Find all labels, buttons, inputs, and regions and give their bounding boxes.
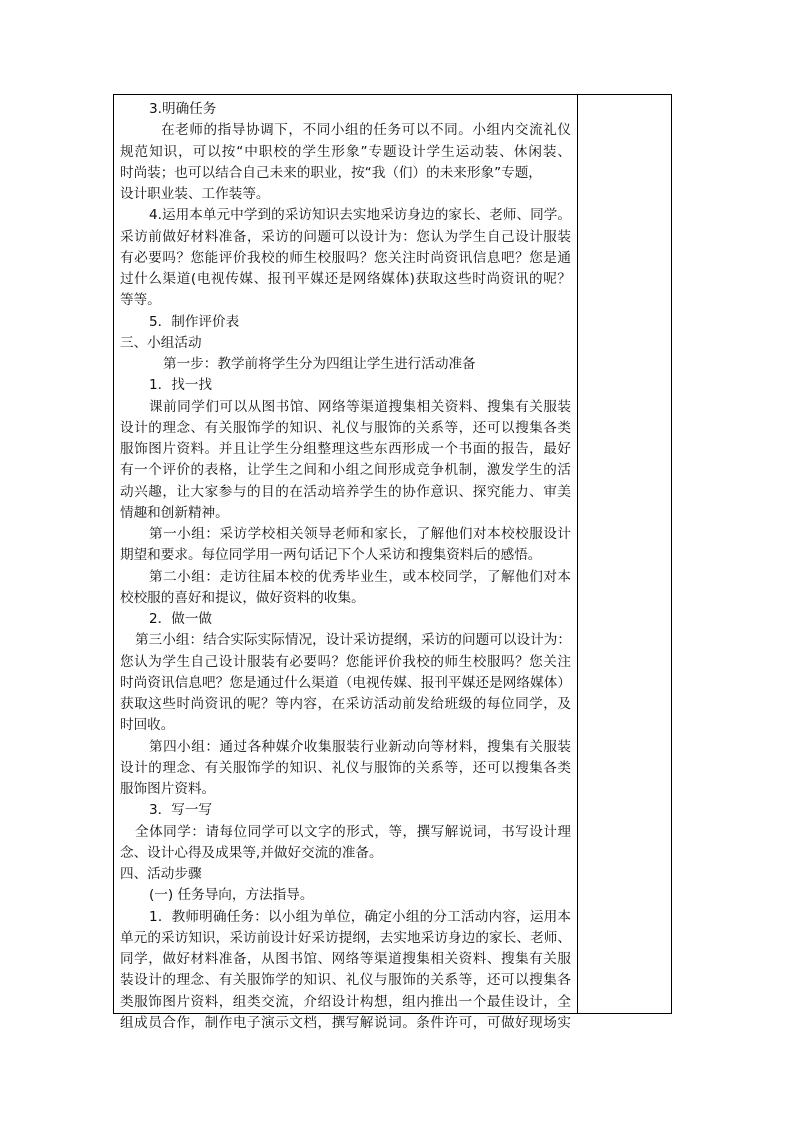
text-line: (一) 任务导向，方法指导。	[149, 887, 314, 904]
text-line: 单元的采访知识，采访前设计好采访提纲，去实地采访身边的家长、老师、	[120, 929, 571, 946]
text-line: 等等。	[120, 292, 161, 309]
text-line: 规范知识，可以按“中职校的学生形象”专题设计学生运动装、休闲装、	[120, 143, 571, 160]
text-line: 同学，做好材料准备，从图书馆、网络等渠道搜集相关资料、搜集有关服	[120, 951, 571, 967]
text-line: 组成员合作，制作电子演示文档，撰写解说词。条件许可，可做好现场实	[120, 1014, 571, 1031]
text-line: 1．找一找	[149, 377, 213, 394]
text-line: 第一小组：采访学校相关领导老师和家长，了解他们对本校校服设计	[149, 526, 571, 542]
text-line: 类服饰图片资料，组类交流，介绍设计构想，组内推出一个最佳设计，全	[120, 993, 571, 1010]
column-divider	[577, 95, 578, 1013]
text-line: 您认为学生自己设计服装有必要吗？您能评价我校的师生校服吗？您关注	[120, 653, 571, 670]
text-line: 校校服的喜好和提议，做好资料的收集。	[120, 589, 365, 606]
text-line: 第二小组：走访往届本校的优秀毕业生，或本校同学，了解他们对本	[149, 568, 571, 585]
text-line: 3.明确任务	[149, 101, 217, 117]
text-line: 1．教师明确任务：以小组为单位，确定小组的分工活动内容，运用本	[149, 908, 571, 925]
text-line: 第四小组：通过各种媒介收集服装行业新动向等材料，搜集有关服装	[149, 738, 571, 755]
text-line: 服饰图片资料。	[120, 781, 216, 797]
text-line: 期望和要求。每位同学用一两句话记下个人采访和搜集资料后的感悟。	[120, 547, 542, 564]
text-line: 服饰图片资料。并且让学生分组整理这些东西形成一个书面的报告，最好	[120, 441, 571, 457]
text-line: 第三小组：结合实际实际情况，设计采访提纲，采访的问题可以设计为：	[135, 632, 571, 649]
text-line: 设计的理念、有关服饰学的知识、礼仪与服饰的关系等，还可以搜集各类	[120, 759, 571, 776]
text-line: 三、小组活动	[120, 334, 202, 351]
text-line: 有一个评价的表格，让学生之间和小组之间形成竞争机制，激发学生的活	[120, 462, 571, 479]
text-line: 采访前做好材料准备，采访的问题可以设计为：您认为学生自己设计服装	[120, 228, 571, 245]
text-line: 情趣和创新精神。	[120, 504, 229, 521]
text-line: 时回收。	[120, 717, 175, 734]
text-line: 四、活动步骤	[120, 866, 202, 882]
text-line: 装设计的理念、有关服饰学的知识、礼仪与服饰的关系等，还可以搜集各	[120, 972, 571, 989]
text-line: 4.运用本单元中学到的采访知识去实地采访身边的家长、老师、同学。	[149, 207, 571, 224]
text-line: 课前同学们可以从图书馆、网络等渠道搜集相关资料、搜集有关服装	[149, 398, 571, 415]
text-line: 全体同学：请每位同学可以文字的形式，等，撰写解说词，书写设计理	[135, 823, 571, 840]
text-line: 2．做一做	[149, 611, 213, 627]
text-line: 获取这些时尚资讯的呢？等内容，在采访活动前发给班级的每位同学，及	[120, 696, 571, 712]
text-line: 有必要吗？您能评价我校的师生校服吗？您关注时尚资讯信息吧？您是通	[120, 249, 571, 266]
text-line: 第一步：教学前将学生分为四组让学生进行活动准备	[163, 356, 476, 372]
text-line: 念、设计心得及成果等,并做好交流的准备。	[120, 844, 383, 861]
text-line: 3．写一写	[149, 802, 213, 819]
text-line: 时尚资讯信息吧？您是通过什么渠道（电视传媒、报刊平媒还是网络媒体）	[120, 674, 571, 691]
notes-column-cell	[579, 96, 671, 1012]
text-line: 设计的理念、有关服饰学的知识、礼仪与服饰的关系等，还可以搜集各类	[120, 419, 571, 436]
text-line: 设计职业装、工作装等。	[120, 186, 270, 202]
text-line: 过什么渠道(电视传媒、报刊平媒还是网络媒体)获取这些时尚资讯的呢？	[120, 271, 571, 287]
text-line: 5．制作评价表	[149, 313, 240, 330]
text-line: 在老师的指导协调下，不同小组的任务可以不同。小组内交流礼仪	[161, 122, 571, 139]
text-line: 时尚装；也可以结合自己未来的职业，按“我（们）的未来形象”专题，	[120, 164, 542, 181]
lesson-table	[113, 94, 672, 1031]
text-line: 动兴趣，让大家参与的目的在活动培养学生的协作意识、探究能力、审美	[120, 483, 571, 500]
